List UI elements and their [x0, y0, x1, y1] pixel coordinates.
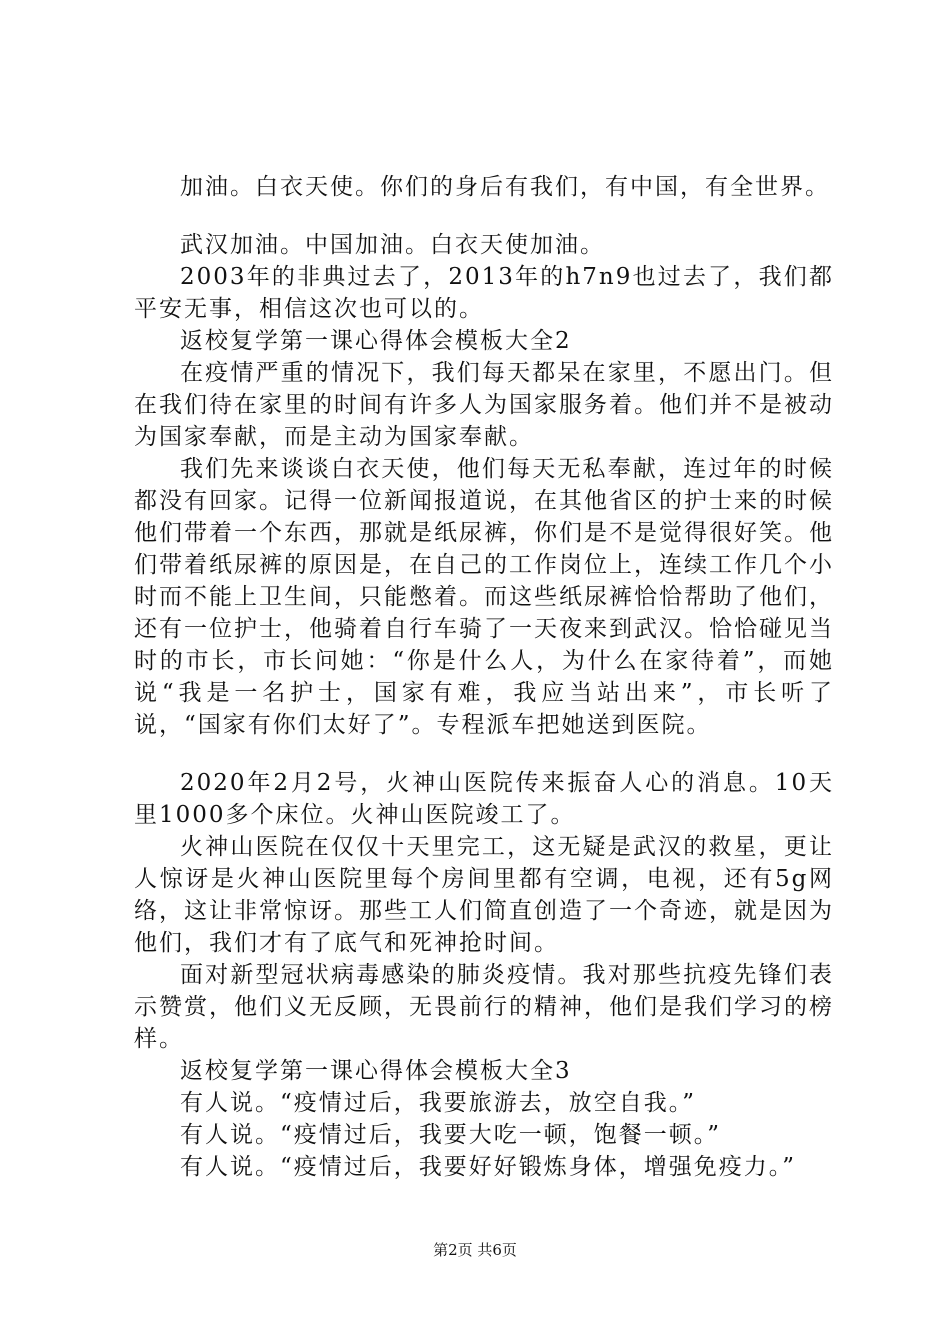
paragraph-cheer-angels: 加油。白衣天使。你们的身后有我们，有中国，有全世界。 [180, 174, 830, 200]
paragraph-cheer-wuhan: 武汉加油。中国加油。白衣天使加油。 [180, 232, 605, 258]
paragraph-quote-travel: 有人说。“疫情过后，我要旅游去，放空自我。” [180, 1090, 697, 1116]
page-number-footer: 第2页 共6页 [433, 1241, 517, 1259]
document-body [134, 171, 834, 1183]
paragraph-quote-eat: 有人说。“疫情过后，我要大吃一顿，饱餐一顿。” [180, 1122, 722, 1148]
section-heading-3: 返校复学第一课心得体会模板大全3 [180, 1058, 572, 1084]
paragraph-quote-exercise: 有人说。“疫情过后，我要好好锻炼身体，增强免疫力。” [180, 1154, 797, 1180]
paragraph-huoshenshan-miracle: 火神山医院在仅仅十天里完工，这无疑是武汉的救星，更让人惊讶是火神山医院里每个房间里都有空调，电视，还有5g网络，这让非常惊讶。那些工人们简直创造了一个奇迹，就是因为他们，我们才有了底气和死神抢时间。 [134, 834, 834, 956]
paragraph-sars-h7n9: 2003年的非典过去了，2013年的h7n9也过去了，我们都平安无事，相信这次也可以的。 [134, 264, 834, 322]
paragraph-huoshenshan-news: 2020年2月2号，火神山医院传来振奋人心的消息。10天里1000多个床位。火神山医院竣工了。 [134, 770, 834, 828]
paragraph-nurses: 我们先来谈谈白衣天使，他们每天无私奉献，连过年的时候都没有回家。记得一位新闻报道说，在其他省区的护士来的时候他们带着一个东西，那就是纸尿裤，你们是不是觉得很好笑。他们带着纸尿裤的原因是，在自己的工作岗位上，连续工作几个小时而不能上卫生间，只能憋着。而这些纸尿裤恰恰帮助了他们，还有一位护士，他骑着自行车骑了一天夜来到武汉。恰恰碰见当时的市长，市长问她：“你是什么人，为什么在家待着”，而她说“我是一名护士，国家有难，我应当站出来”，市长听了说，“国家有你们太好了”。专程派车把她送到医院。 [134, 456, 834, 738]
paragraph-praise: 面对新型冠状病毒感染的肺炎疫情。我对那些抗疫先锋们表示赞赏，他们义无反顾，无畏前行的精神，他们是我们学习的榜样。 [134, 962, 834, 1052]
section-heading-2: 返校复学第一课心得体会模板大全2 [180, 328, 572, 354]
paragraph-stay-home: 在疫情严重的情况下，我们每天都呆在家里，不愿出门。但在我们待在家里的时间有许多人为国家服务着。他们并不是被动为国家奉献，而是主动为国家奉献。 [134, 360, 834, 450]
